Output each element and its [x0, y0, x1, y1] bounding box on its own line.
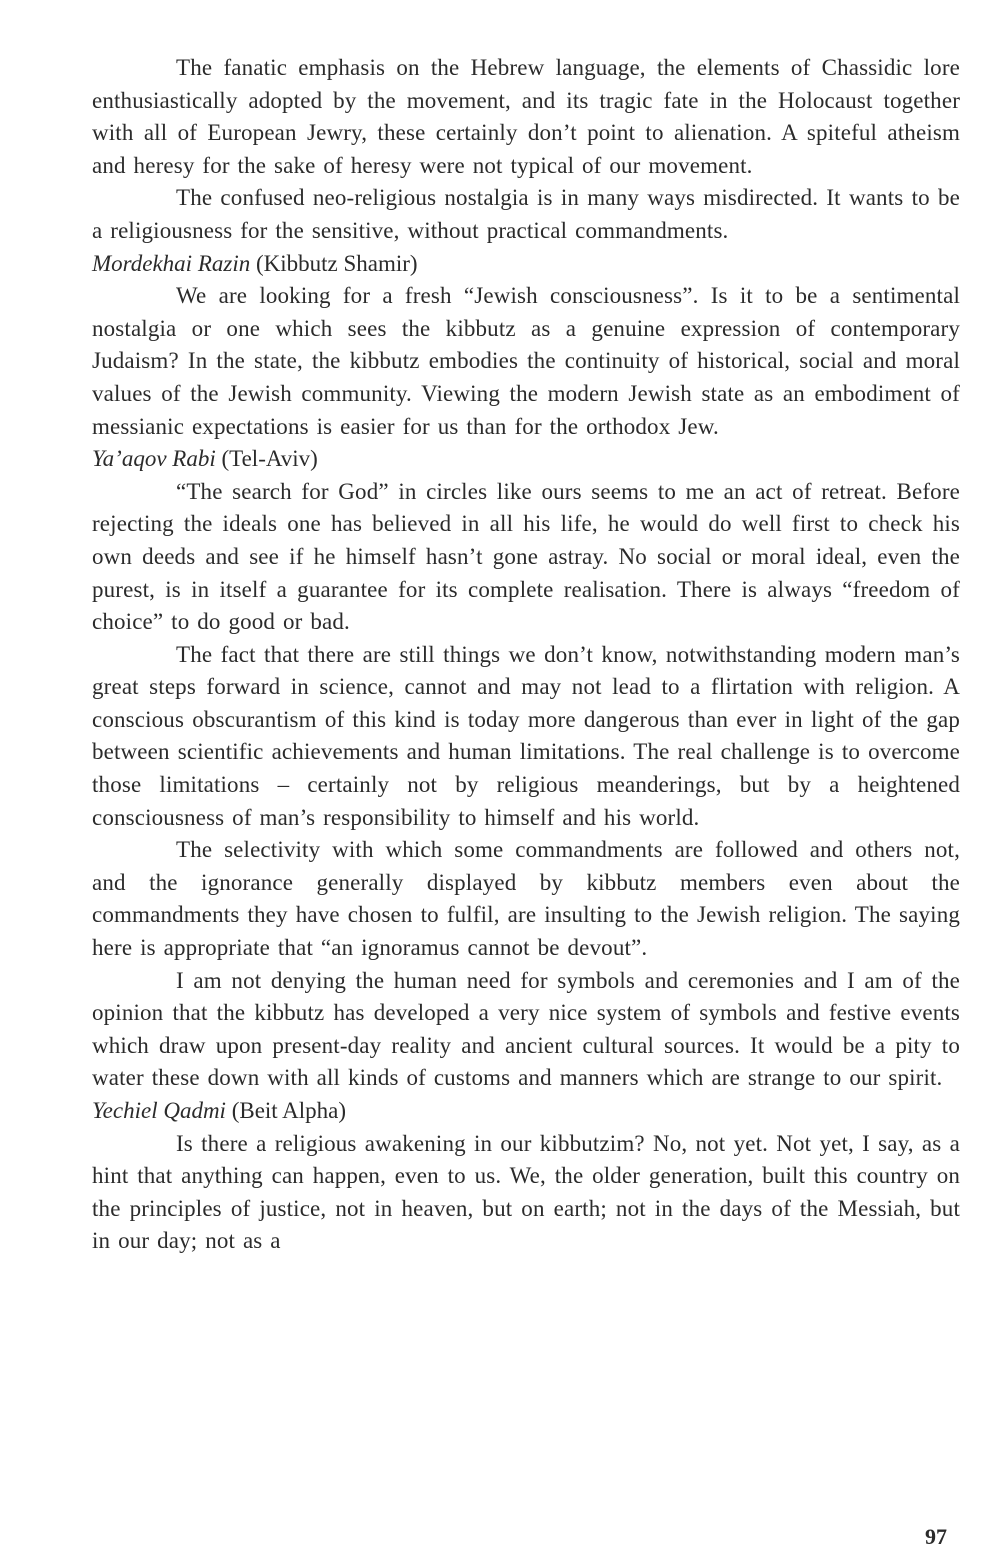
- paragraph: The fact that there are still things we don’t know, notwithstanding modern man’s great steps forward in science, cannot and may not lead to a flirtation with religion. A conscious obscurantism of this kind is today more dangerous than ever in light of the gap between scientific achievements and human limitations. The real challenge is to overcome those limitations – certainly not by religious meanderings, but by a heightened consciousness of man’s responsibility to himself and his world.: [92, 641, 960, 830]
- speaker-place: (Tel-Aviv): [221, 446, 318, 472]
- speaker-attribution: [92, 443, 960, 476]
- speaker-place: (Beit Alpha): [231, 1098, 347, 1123]
- speaker-place: (Kibbutz Shamir): [255, 250, 418, 276]
- speaker-name: Ya’aqov Rabi: [92, 446, 216, 472]
- paragraph: The confused neo-religious nostalgia is in many ways misdirected. It wants to be a religiousness for the sensitive, without practical commandments.: [92, 185, 960, 243]
- speaker-name: Mordekhai Razin: [92, 250, 251, 276]
- speaker-attribution: [92, 1095, 960, 1128]
- paragraph: Is there a religious awakening in our kibbutzim? No, not yet. Not yet, I say, as a hint that anything can happen, even to us. We, the older generation, built this country on the principles of justice, not in heaven, but on earth; not in the days of the Messiah, but in our day; not as a: [92, 1130, 960, 1254]
- paragraph: The fanatic emphasis on the Hebrew language, the elements of Chassidic lore enthusiastically adopted by the movement, and its tragic fate in the Holocaust together with all of European Jewry, these certainly don’t point to alienation. A spiteful atheism and heresy for the sake of heresy were not typical of our movement.: [92, 55, 960, 178]
- speaker-name: Yechiel Qadmi: [92, 1098, 226, 1123]
- speaker-attribution: [92, 248, 960, 281]
- paragraph: “The search for God” in circles like ours seems to me an act of retreat. Before rejecting the ideals one has believed in all his life, he would do well first to check his own deeds and see if he himself hasn’t gone astray. No social or moral ideal, even the purest, is in itself a guarantee for its complete realisation. There is always “freedom of choice” to do good or bad.: [92, 478, 960, 635]
- page-body: [92, 52, 960, 1258]
- paragraph: I am not denying the human need for symbols and ceremonies and I am of the opinion that the kibbutz has developed a very nice system of symbols and festive events which draw upon present-day reality and ancient cultural sources. It would be a pity to water these down with all kinds of customs and manners which are strange to our spirit.: [92, 967, 960, 1091]
- paragraph: The selectivity with which some commandments are followed and others not, and the ignorance generally displayed by kibbutz members even about the commandments they have chosen to fulfil, are insulting to the Jewish religion. The saying here is appropriate that “an ignoramus cannot be devout”.: [92, 837, 960, 961]
- page-number: 97: [925, 1524, 947, 1549]
- paragraph: We are looking for a fresh “Jewish consciousness”. Is it to be a sentimental nostalgia or one which sees the kibbutz as a genuine expression of contemporary Judaism? In the state, the kibbutz embodies the continuity of historical, social and moral values of the Jewish community. Viewing the modern Jewish state as an embodiment of messianic expectations is easier for us than for the orthodox Jew.: [92, 283, 960, 439]
